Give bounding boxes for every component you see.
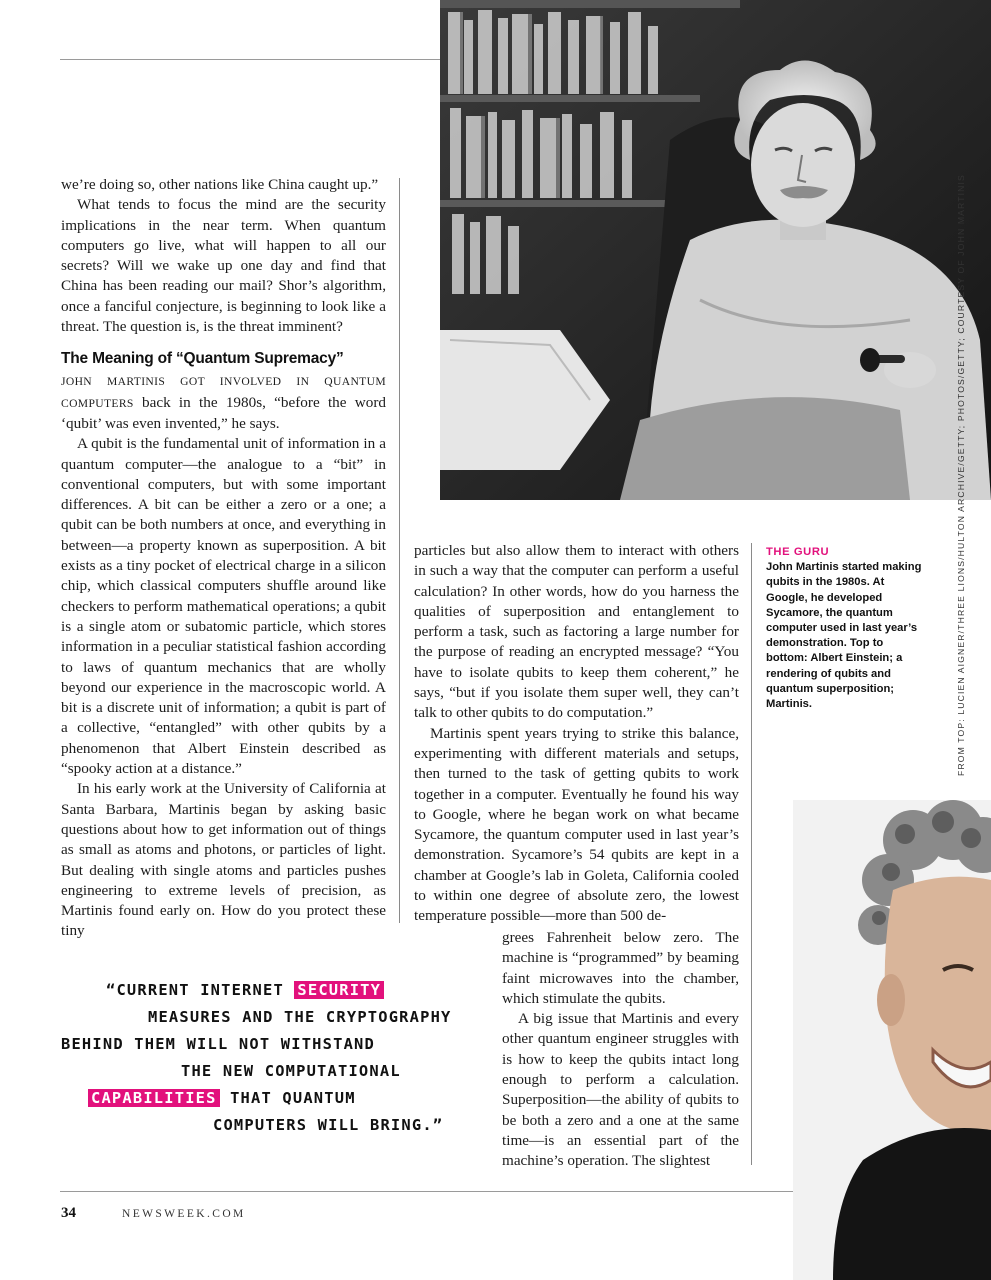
- col1-paragraph-5: In his early work at the University of California at Santa Barbara, Martinis began by asking basic questions about how to get information out of things as small as atoms and photons, or particles of light. But dealing with single atoms and particles pushes engineering to extreme levels of precision, as Martinis found early on. How do you protect these tiny: [61, 780, 386, 940]
- pullquote-line-3: BEHIND THEM WILL NOT WITHSTAND: [61, 1035, 375, 1053]
- footer-brand: NEWSWEEK.COM: [122, 1208, 246, 1220]
- martinis-photo: [793, 800, 991, 1280]
- pullquote-highlight-security: SECURITY: [294, 981, 384, 999]
- col1-paragraph-3-rest: back in the 1980s, “before the word ‘qubit’ was even invented,” he says.: [61, 393, 386, 432]
- article-column-2: [414, 541, 739, 927]
- section-subhead: The Meaning of “Quantum Supremacy”: [61, 350, 344, 368]
- pullquote-line-1-text: “CURRENT INTERNET: [106, 981, 284, 999]
- article-column-1: [61, 175, 386, 942]
- pullquote-line-5: [88, 1085, 356, 1112]
- col3-paragraph-1: grees Fahrenheit below zero. The machine is “programmed” by beaming faint microwaves into the chamber, which stimulate the qubits.: [502, 929, 739, 1007]
- col1-paragraph-2: What tends to focus the mind are the security implications in the near term. When quantum computers go live, what will happen to all our secrets? Will we wake up one day and find that China has been reading our mail? Shor’s algorithm, once a fanciful conjecture, is beginning to look like a threat. The question is, is the threat imminent?: [61, 196, 386, 336]
- photo-credit: FROM TOP: LUCIEN AIGNER/THREE LIONS/HULTON ARCHIVE/GETTY; PHOTOS/GETTY; COURTESY OF JOHN MARTINIS: [956, 174, 966, 776]
- lead-in-caps: JOHN MARTINIS GOT INVOLVED IN QUANTUM COMPUTERS: [61, 375, 386, 410]
- photo-caption: [766, 545, 926, 712]
- footer-rule: [60, 1191, 793, 1192]
- caption-text: John Martinis started making qubits in the 1980s. At Google, he developed Sycamore, the quantum computer used in last year’s demonstration. Top to bottom: Albert Einstein; a rendering of qubits and quantum superposition; Martinis.: [766, 561, 922, 711]
- martinis-photo-illustration: [793, 800, 991, 1280]
- pullquote-line-1: [106, 977, 384, 1004]
- einstein-photo-illustration: [440, 0, 991, 500]
- pullquote-line-6: COMPUTERS WILL BRING.”: [213, 1116, 444, 1134]
- col1-paragraph-4: A qubit is the fundamental unit of information in a quantum computer—the analogue to a “bit” in conventional computers, but with some important differences. A bit can be either a zero or a one; a qubit can be both numbers at once, and everything in between—a property known as superposition. A bit exists as a tiny pocket of electrical charge in a silicon chip, which classical computers shuffle around like checkers to perform mathematical operations; a qubit is a single atom or subatomic particle, which stores information in a peculiar statistical fashion according to laws of quantum mechanics that are wholly beyond our experience in the macroscopic world. A bit is a discrete unit of information; a qubit is part of a collective, “entangled” with other qubits by a phenomenon that Albert Einstein described as “spooky action at a distance.”: [61, 435, 386, 778]
- column-divider-1: [399, 178, 400, 923]
- col2-paragraph-1: particles but also allow them to interact with others in such a way that the computer can perform a useful calculation? In other words, how do you harness the qualities of superposition and entanglement to perform a task, such as factoring a large number for the purpose of reading an encrypted message? “You have to isolate qubits to keep them coherent,” he says, “but if you isolate them super well, they can’t talk to other qubits to do computation.”: [414, 542, 739, 722]
- einstein-photo: [440, 0, 991, 500]
- pullquote-line-2: MEASURES AND THE CRYPTOGRAPHY: [148, 1008, 452, 1026]
- col2-paragraph-2: Martinis spent years trying to strike this balance, experimenting with different materials and setups, then turned to the task of getting qubits to work together in a computer. Eventually he found his way to Google, where he began work on what became Sycamore, the quantum computer used in last year’s demonstration. Sycamore’s 54 qubits are kept in a chamber at Google’s lab in Goleta, California cooled to within one degree of absolute zero, the lowest temperature possible—more than 500 de-: [414, 724, 739, 925]
- col3-paragraph-2: A big issue that Martinis and every other quantum engineer struggles with is how to keep the qubits intact long enough to perform a calculation. Superposition—the ability of qubits to be both a zero and a one at the same time—is an essential part of the machine’s operation. The slightest: [502, 1010, 739, 1170]
- col1-paragraph-1: we’re doing so, other nations like China caught up.”: [61, 176, 379, 193]
- caption-kicker: THE GURU: [766, 546, 830, 558]
- col1-paragraph-3: [61, 371, 386, 434]
- article-column-3: [502, 928, 739, 1172]
- pullquote-line-4: THE NEW COMPUTATIONAL: [181, 1062, 401, 1080]
- pullquote-highlight-capabilities: CAPABILITIES: [88, 1089, 220, 1107]
- page-number: 34: [61, 1205, 76, 1221]
- top-rule: [60, 59, 440, 60]
- column-divider-2: [751, 543, 752, 1165]
- pullquote-line-5-text: THAT QUANTUM: [230, 1089, 356, 1107]
